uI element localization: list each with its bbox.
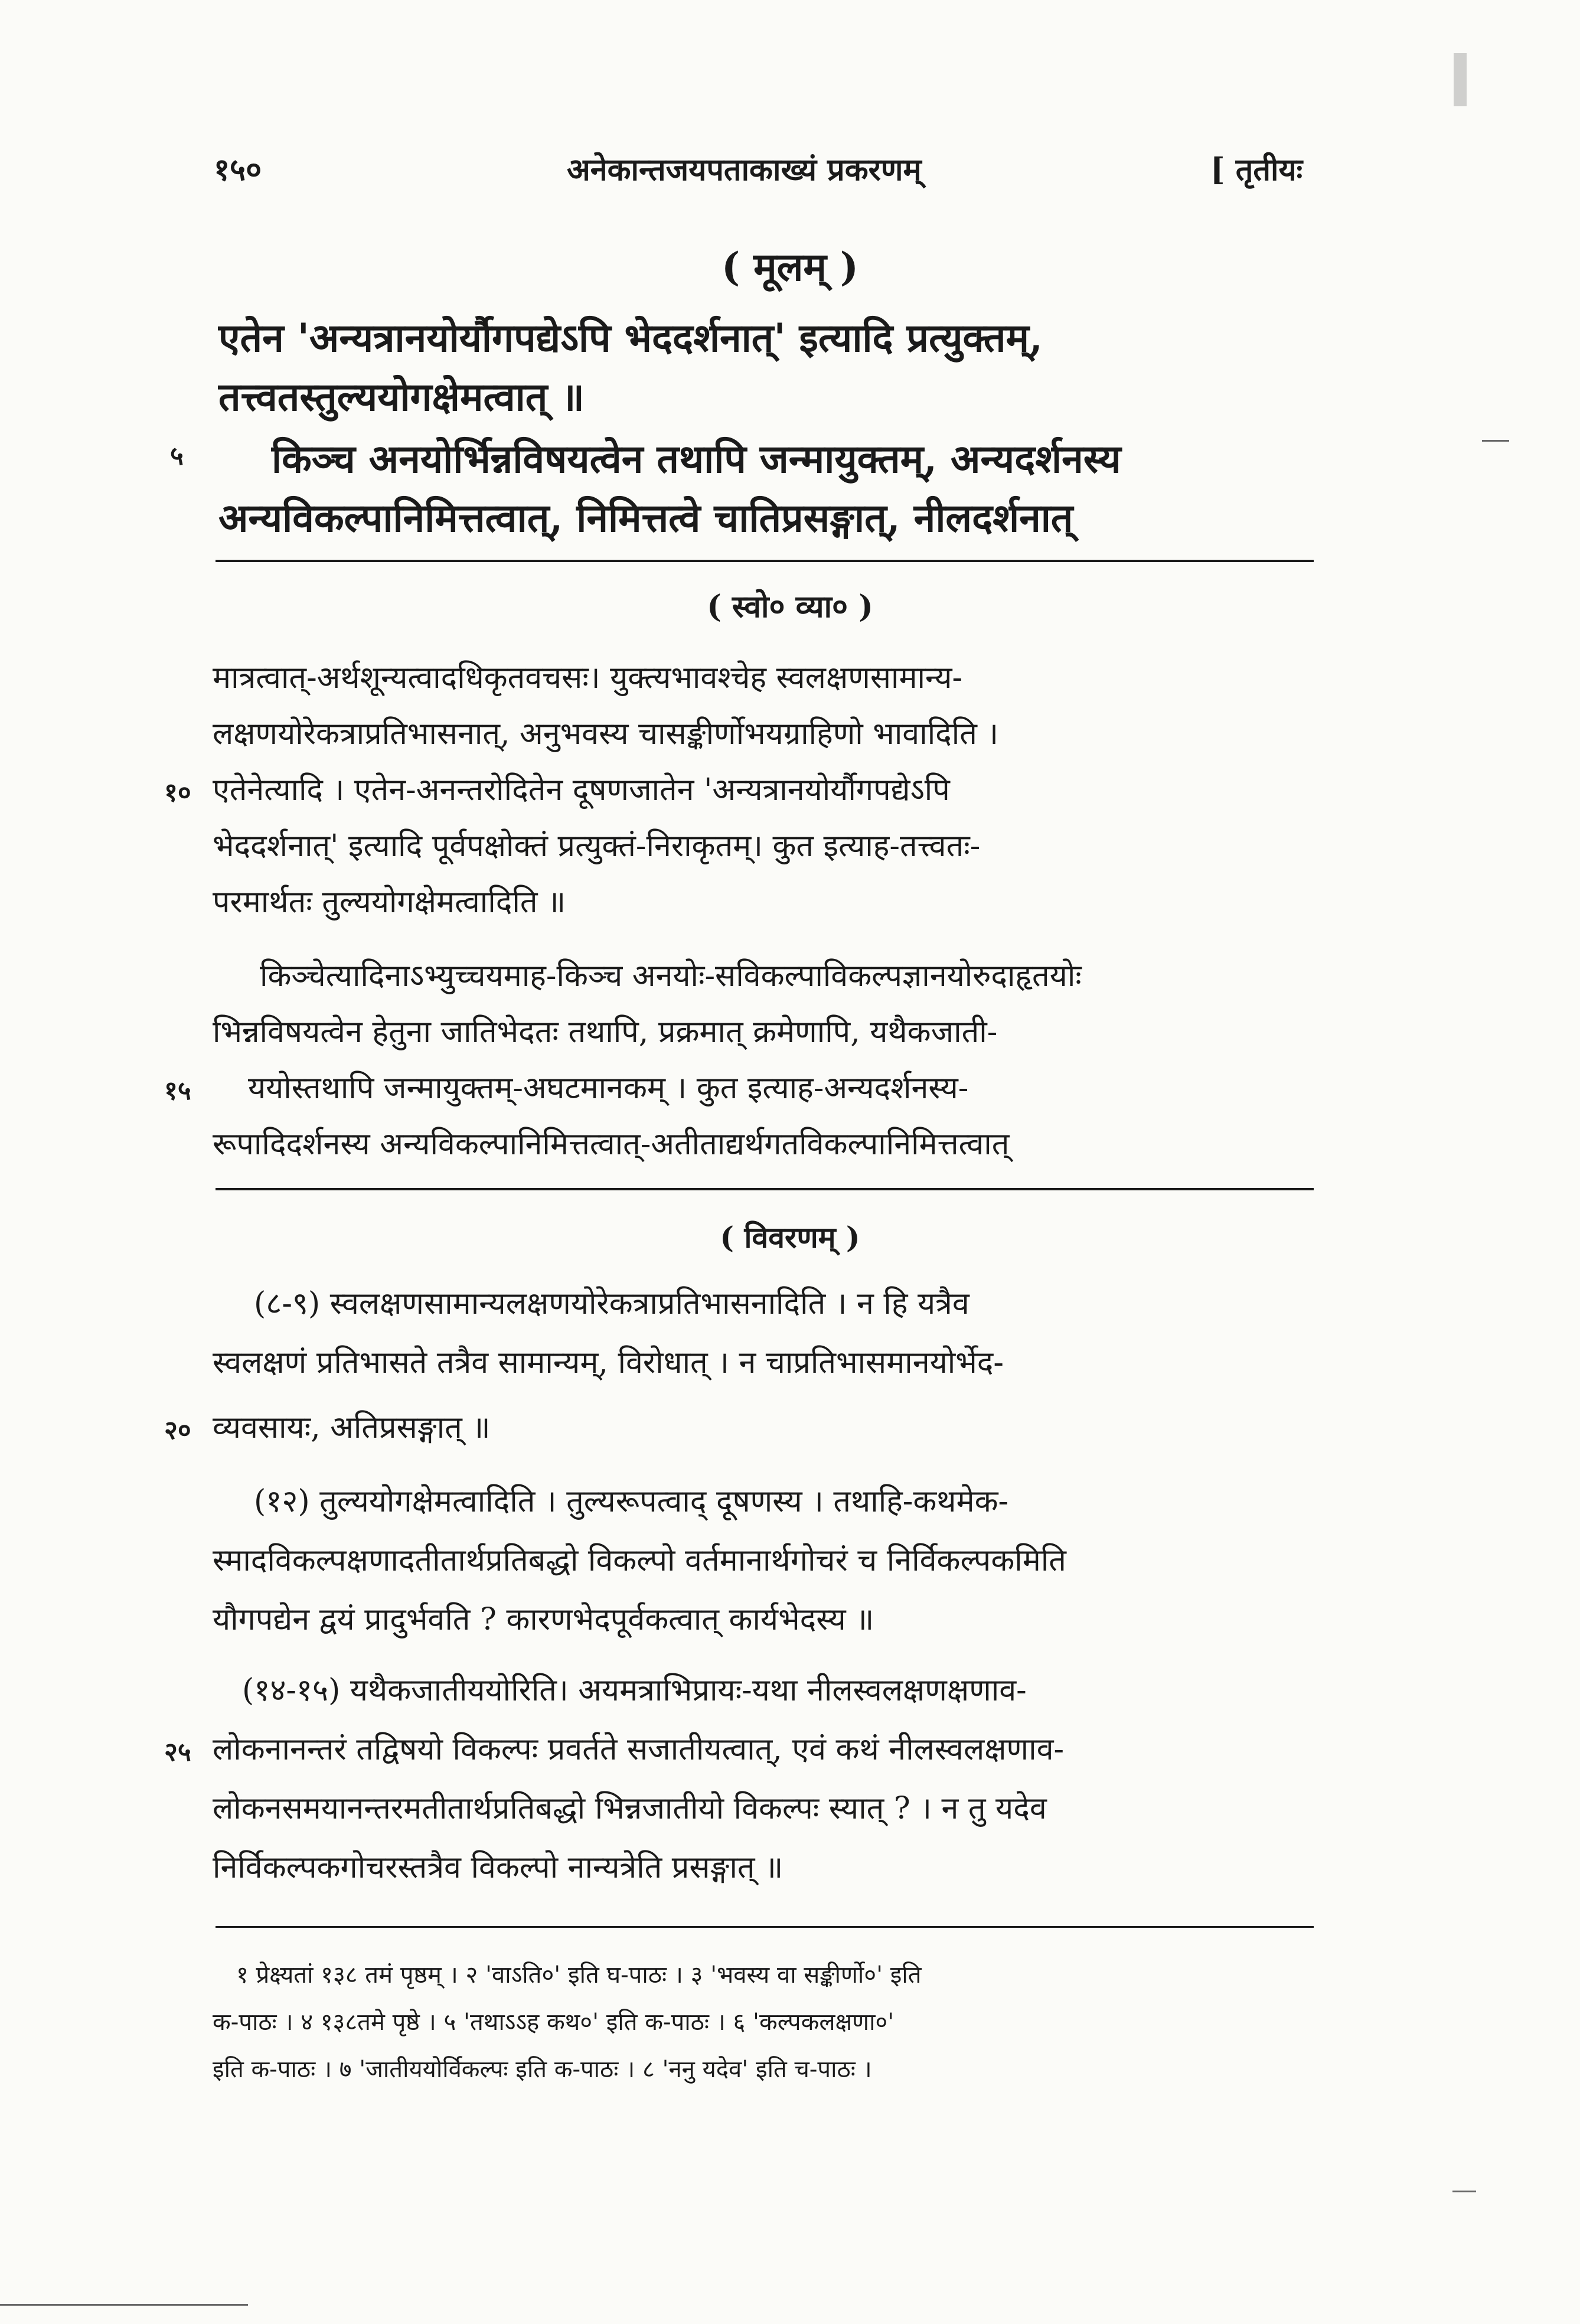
section-rule [216, 560, 1314, 562]
commentary-line: रूपादिदर्शनस्य अन्यविकल्पानिमित्तत्वात्-अतीताद्यर्थगतविकल्पानिमित्तत्वात् [213, 1127, 1010, 1162]
line-number: १० [164, 778, 191, 808]
vivaranam-line: यौगपद्येन द्वयं प्रादुर्भवति ? कारणभेदपूर्वकत्वात् कार्यभेदस्य ॥ [213, 1602, 874, 1637]
line-number: २० [164, 1415, 191, 1445]
commentary-line: मात्रत्वात्-अर्थशून्यत्वादधिकृतवचसः। युक्त्यभावश्चेह स्वलक्षणसामान्य- [213, 660, 963, 696]
vivaranam-line: लोकनानन्तरं तद्विषयो विकल्पः प्रवर्तते सजातीयत्वात्, एवं कथं नीलस्वलक्षणाव- [213, 1732, 1065, 1767]
margin-mark [1482, 440, 1509, 442]
mulam-line: अन्यविकल्पानिमित्तत्वात्, निमित्तत्वे चातिप्रसङ्गात्, नीलदर्शनात् [218, 495, 1073, 541]
scan-noise [1454, 53, 1467, 106]
commentary-line: किञ्चेत्यादिनाऽभ्युच्चयमाह-किञ्च अनयोः-सविकल्पाविकल्पज्ञानयोरुदाहृतयोः [260, 958, 1082, 994]
margin-mark [1452, 2191, 1476, 2192]
mulam-line: तत्त्वतस्तुल्ययोगक्षेमत्वात् ॥ [218, 374, 585, 420]
vivaranam-line: (१२) तुल्ययोगक्षेमत्वादिति । तुल्यरूपत्वाद् दूषणस्य । तथाहि-कथमेक- [254, 1484, 1009, 1519]
commentary-heading: ( स्वो० व्या० ) [707, 589, 873, 625]
line-number: २५ [164, 1737, 191, 1767]
vivaranam-line: स्मादविकल्पक्षणादतीतार्थप्रतिबद्धो विकल्पो वर्तमानार्थगोचरं च निर्विकल्पकमिति [213, 1543, 1066, 1578]
vivaranam-line: निर्विकल्पकगोचरस्तत्रैव विकल्पो नान्यत्रेति प्रसङ्गात् ॥ [213, 1850, 784, 1885]
commentary-line: भिन्नविषयत्वेन हेतुना जातिभेदतः तथापि, प्रक्रमात् क्रमेणापि, यथैकजाती- [213, 1014, 998, 1050]
vivaranam-line: (१४-१५) यथैकजातीययोरिति। अयमत्राभिप्रायः-यथा नीलस्वलक्षणक्षणाव- [242, 1673, 1027, 1708]
mulam-line: एतेन 'अन्यत्रानयोर्यौगपद्येऽपि भेददर्शनात्' इत्यादि प्रत्युक्तम्, [218, 315, 1043, 361]
vivaranam-line: (८-९) स्वलक्षणसामान्यलक्षणयोरेकत्राप्रतिभासनादिति । न हि यत्रैव [254, 1286, 969, 1321]
vivaranam-line: स्वलक्षणं प्रतिभासते तत्रैव सामान्यम्, विरोधात् । न चाप्रतिभासमानयोर्भेद- [213, 1345, 1004, 1380]
running-title: अनेकान्तजयपताकाख्यं प्रकरणम् [567, 152, 922, 188]
vivaranam-line: व्यवसायः, अतिप्रसङ्गात् ॥ [213, 1410, 491, 1445]
mulam-heading: ( मूलम् ) [721, 244, 859, 290]
commentary-line: भेददर्शनात्' इत्यादि पूर्वपक्षोक्तं प्रत्युक्तं-निराकृतम्। कुत इत्याह-तत्त्वतः- [213, 828, 981, 864]
footnote-line: १ प्रेक्ष्यतां १३८ तमं पृष्ठम् । २ 'वाऽति०' इति घ-पाठः । ३ 'भवस्य वा सङ्कीर्णो०' इति [236, 1961, 922, 1989]
section-rule [216, 1188, 1314, 1190]
footnote-line: इति क-पाठः । ७ 'जातीययोर्विकल्पः इति क-पाठः । ८ 'ननु यदेव' इति च-पाठः । [213, 2056, 872, 2083]
vivaranam-heading: ( विवरणम् ) [720, 1220, 860, 1255]
commentary-line: परमार्थतः तुल्ययोगक्षेमत्वादिति ॥ [213, 884, 566, 920]
commentary-line: ययोस्तथापि जन्मायुक्तम्-अघटमानकम् । कुत इत्याह-अन्यदर्शनस्य- [248, 1070, 969, 1106]
commentary-line: लक्षणयोरेकत्राप्रतिभासनात्, अनुभवस्य चासङ्कीर्णोभयग्राहिणो भावादिति । [213, 716, 999, 752]
footnote-line: क-पाठः । ४ १३८तमे पृष्ठे । ५ 'तथाऽऽह कथ०' इति क-पाठः । ६ 'कल्पकलक्षणा०' [213, 2009, 895, 2036]
line-number: ५ [170, 441, 184, 471]
bottom-scan-line [0, 2304, 248, 2306]
page-number: १५० [214, 152, 262, 188]
mulam-line: किञ्च अनयोर्भिन्नविषयत्वेन तथापि जन्मायुक्तम्, अन्यदर्शनस्य [272, 436, 1121, 482]
line-number: १५ [164, 1076, 191, 1106]
footnote-rule [216, 1926, 1314, 1928]
section-label: [ तृतीयः [1210, 152, 1303, 188]
vivaranam-line: लोकनसमयानन्तरमतीतार्थप्रतिबद्धो भिन्नजातीयो विकल्पः स्यात् ? । न तु यदेव [213, 1791, 1047, 1826]
commentary-line: एतेनेत्यादि । एतेन-अनन्तरोदितेन दूषणजातेन 'अन्यत्रानयोर्यौगपद्येऽपि [213, 772, 950, 808]
